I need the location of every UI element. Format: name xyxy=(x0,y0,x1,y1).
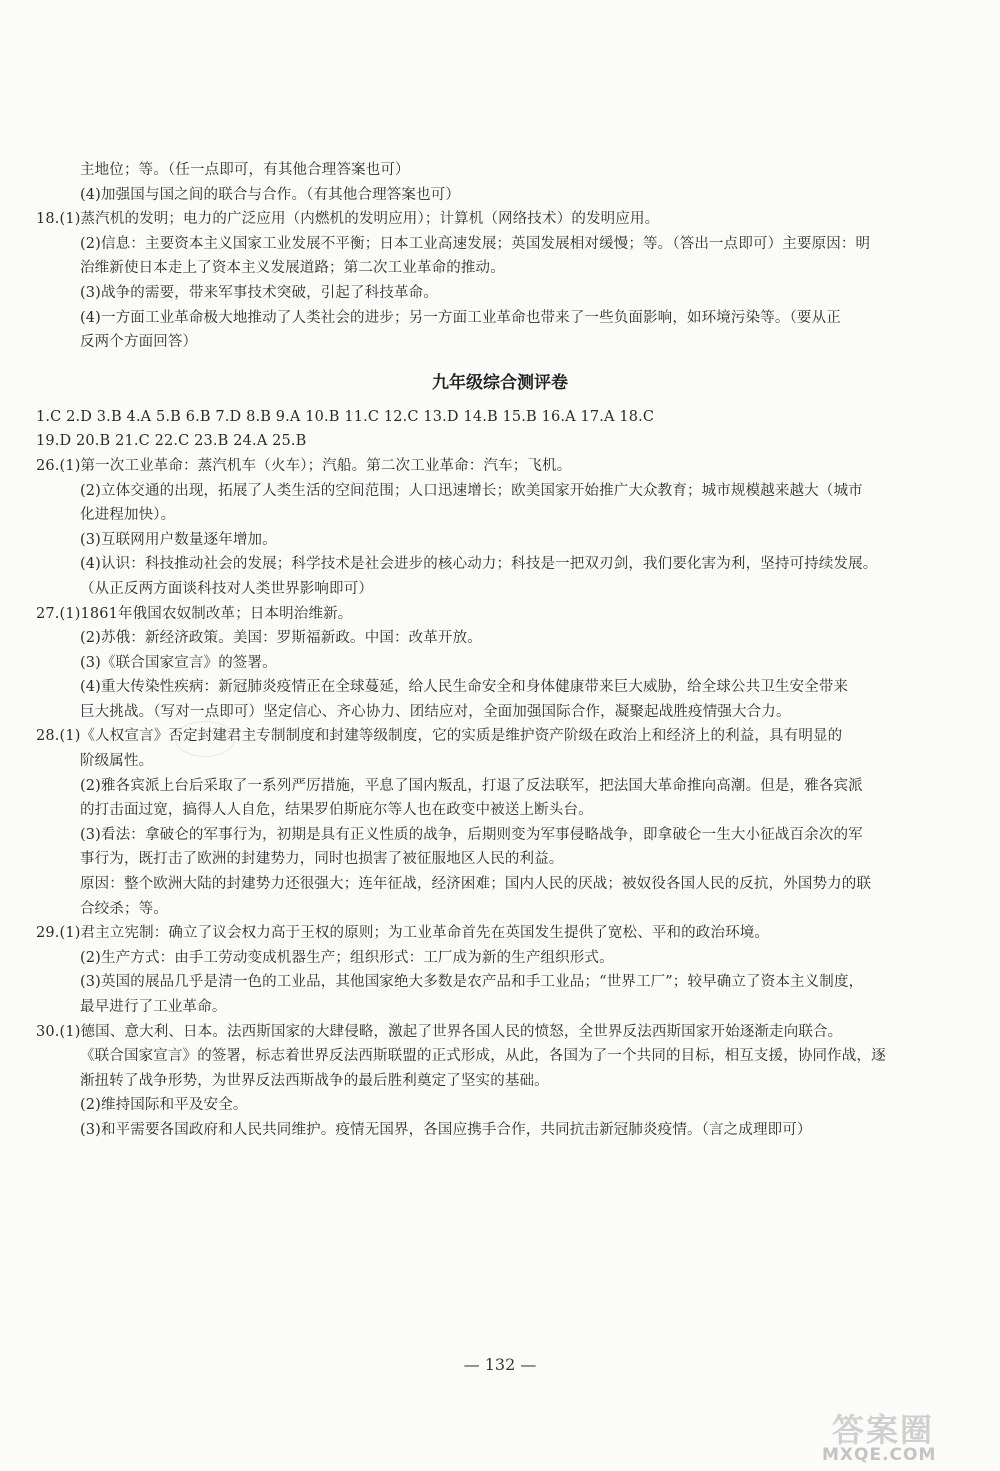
answer-line: 反两个方面回答） xyxy=(80,334,198,351)
answer-line: 巨大挑战。（写对一点即可）坚定信心、齐心协力、团结应对，全面加强国际合作，凝聚起战胜疫情强大合力。 xyxy=(80,703,791,720)
watermark-logo-text: 答案圈 xyxy=(832,1411,935,1449)
answer-line: (2)立体交通的出现，拓展了人类生活的空间范围；人口迅速增长；欧美国家开始推广大众教育；城市规模越来越大（城市 xyxy=(80,482,863,499)
answer-line: 28.(1)《人权宣言》否定封建君主专制制度和封建等级制度，它的实质是维护资产阶级在政治上和经济上的利益，具有明显的 xyxy=(36,728,843,745)
answer-line: 主地位；等。（任一点即可，有其他合理答案也可） xyxy=(80,162,410,178)
answer-line: 30.(1)德国、意大利、日本。法西斯国家的大肆侵略，激起了世界各国人民的愤怒，全世界反法西斯国家开始逐渐走向联合。 xyxy=(36,1023,843,1040)
answer-line: (2)生产方式：由手工劳动变成机器生产；组织形式：工厂成为新的生产组织形式。 xyxy=(80,949,614,966)
answer-line: (3)《联合国家宣言》的签署。 xyxy=(80,654,277,671)
answer-line: 27.(1)1861年俄国农奴制改革；日本明治维新。 xyxy=(36,605,353,622)
answer-line: (2)雅各宾派上台后采取了一系列严厉措施，平息了国内叛乱，打退了反法联军，把法国大革命推向高潮。但是，雅各宾派 xyxy=(80,777,863,794)
faint-stamp-mark xyxy=(175,721,235,757)
answer-line: (2)苏俄：新经济政策。美国：罗斯福新政。中国：改革开放。 xyxy=(80,630,482,647)
page-number: — 132 — xyxy=(463,1355,537,1374)
answer-line: (3)英国的展品几乎是清一色的工业品，其他国家绝大多数是农产品和手工业品；“世界工厂”；较早确立了资本主义制度， xyxy=(80,974,864,991)
page-content xyxy=(0,158,1000,1143)
answer-line: (3)战争的需要，带来军事技术突破，引起了科技革命。 xyxy=(80,284,438,301)
watermark-url-text: MXQE.COM xyxy=(822,1445,937,1465)
answer-line: 的打击面过宽，搞得人人自危，结果罗伯斯庇尔等人也在政变中被送上断头台。 xyxy=(80,802,593,819)
answer-line: 治维新使日本走上了资本主义发展道路；第二次工业革命的推动。 xyxy=(80,260,505,277)
answer-line: (3)和平需要各国政府和人民共同维护。疫情无国界，各国应携手合作，共同抗击新冠肺炎疫情。（言之成理即可） xyxy=(80,1121,812,1138)
answer-line: （从正反两方面谈科技对人类世界影响即可） xyxy=(80,580,373,597)
answer-line: (4)加强国与国之间的联合与合作。（有其他合理答案也可） xyxy=(80,186,460,203)
answer-line: (2)维持国际和平及安全。 xyxy=(80,1097,248,1114)
answer-line: 18.(1)蒸汽机的发明；电力的广泛应用（内燃机的发明应用）；计算机（网络技术）的发明应用。 xyxy=(36,211,660,228)
answer-line: 化进程加快）。 xyxy=(80,507,176,524)
previous-answers-block xyxy=(0,158,1000,355)
answer-line: (3)互联网用户数量逐年增加。 xyxy=(80,531,277,548)
answer-line: (2)信息：主要资本主义国家工业发展不平衡；日本工业高速发展；英国发展相对缓慢；等。（答出一点即可）主要原因：明 xyxy=(80,235,871,252)
answer-line: 事行为，既打击了欧洲的封建势力，同时也损害了被征服地区人民的利益。 xyxy=(80,851,564,868)
answer-line: 1.C 2.D 3.B 4.A 5.B 6.B 7.D 8.B 9.A 10.B 11.C 12.C 13.D 14.B 15.B 16.A 17.A 18.C xyxy=(36,408,655,425)
answer-line: (4)认识：科技推动社会的发展；科学技术是社会进步的核心动力；科技是一把双刃剑，我们要化害为利，坚持可持续发展。 xyxy=(80,556,878,573)
answer-line: 渐扭转了战争形势，为世界反法西斯战争的最后胜利奠定了坚实的基础。 xyxy=(80,1072,549,1089)
comprehensive-test-answers-block xyxy=(0,405,1000,1143)
answer-line: 26.(1)第一次工业革命：蒸汽机车（火车）；汽船。第二次工业革命：汽车；飞机。 xyxy=(36,457,572,474)
answer-line: 原因：整个欧洲大陆的封建势力还很强大；连年征战，经济困难；国内人民的厌战；被奴役各国人民的反抗，外国势力的联 xyxy=(80,876,872,893)
answer-line: (3)看法：拿破仑的军事行为，初期是具有正义性质的战争，后期则变为军事侵略战争，即拿破仑一生大小征战百余次的军 xyxy=(80,826,863,843)
answer-line: 阶级属性。 xyxy=(80,753,154,770)
answer-line: 19.D 20.B 21.C 22.C 23.B 24.A 25.B xyxy=(36,433,307,450)
section-title: 九年级综合测评卷 xyxy=(432,372,568,393)
answer-line: (4)重大传染性疾病：新冠肺炎疫情正在全球蔓延，给人民生命安全和身体健康带来巨大威胁，给全球公共卫生安全带来 xyxy=(80,679,849,696)
answer-line: 《联合国家宣言》的签署，标志着世界反法西斯联盟的正式形成，从此，各国为了一个共同的目标，相互支援，协同作战，逐 xyxy=(80,1048,886,1065)
site-watermark xyxy=(820,1405,995,1467)
answer-line: 29.(1)君主立宪制：确立了议会权力高于王权的原则；为工业革命首先在英国发生提供了宽松、平和的政治环境。 xyxy=(36,925,770,942)
answer-line: 最早进行了工业革命。 xyxy=(80,999,227,1015)
answer-line: (4)一方面工业革命极大地推动了人类社会的进步；另一方面工业革命也带来了一些负面影响，如环境污染等。（要从正 xyxy=(80,309,841,326)
answer-line: 合绞杀；等。 xyxy=(80,900,168,917)
